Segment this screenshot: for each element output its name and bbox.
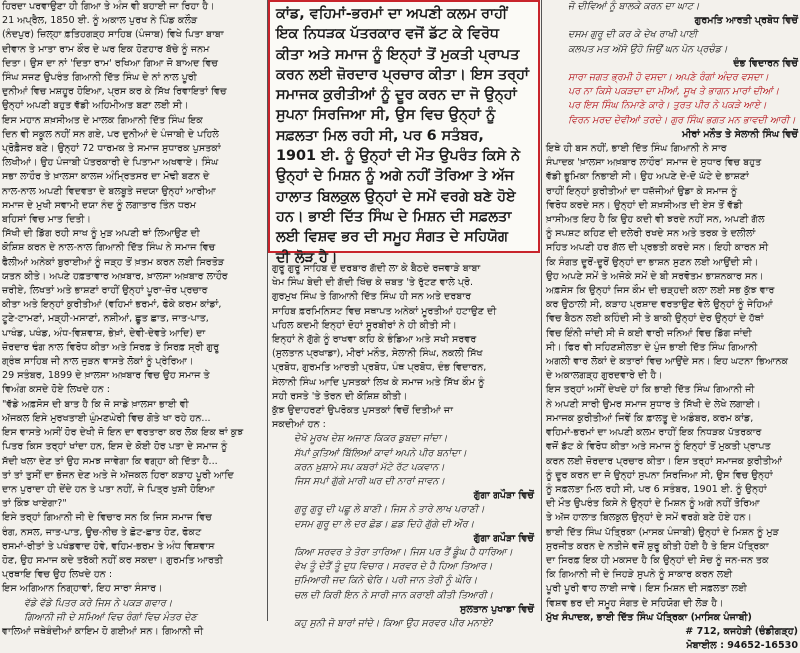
author-mobile: ਮੋਬਾਈਲ : 94652-16530 (686, 640, 798, 652)
text-line: ਪ੍ਰਬੋਧ, ਗੁਰਮਤਿ ਆਰਤੀ ਪ੍ਰਬੋਧ, ਪੰਥ ਪ੍ਰਬੋਧ, ਦੰਭ ਵਿਦਾਰਨ, (272, 362, 487, 374)
text-line: ਸਿੱਖੀ ਦੀ ਡਿੱਗ ਰਹੀ ਸਾਖ ਨੂੰ ਮੁੜ ਅਪਣੀ ਥਾਂ ਲਿਆਉਣ ਦੀ (2, 228, 200, 240)
author-credit: ਮੁੱਖ ਸੰਪਾਦਕ, ਭਾਈ ਦਿੱਤ ਸਿੰਘ ਪੱਤ੍ਰਿਕਾ (ਮਾਸਿਕ ਪੰਜਾਬੀ) (546, 611, 752, 623)
text-line: ਸੁਰਜੀਤ ਕਰਨ ਦੇ ਨਤੀਜੇ ਵਜੋਂ ਸ਼ੁਰੂ ਕੀਤੀ ਹੋਈ ਹੈ ਤੇ ਇਸ ਪੱਤ੍ਰਿਕਾ (546, 540, 769, 552)
text-line: ਨੇ ਅਪਣੀ ਸਾਰੀ ਉਮਰ ਸਮਾਜ ਸੁਧਾਰ ਤੇ ਸਿੱਖੀ ਦੇ ਲੇਖੇ ਲਗਾਈ। (546, 398, 761, 410)
verse-line: ਜੁਮਿਆਰੀ ਜਦ ਕਿਨੇ ਢੇਰਿ। ਪਰੀ ਜਾਨ ਤੇਰੀ ਨੂੰ ਘੇਰਿ। (294, 575, 478, 587)
verse-line: ਦੇਖੋ ਮੂਰਖ ਦੇਸ਼ ਅਜਾਣ ਕਿਕਰ ਡੁਬਦਾ ਜਾਂਦਾ। (294, 433, 448, 445)
text-line: ਗ੍ਰੰਥ ਸਾਹਿਬ ਜੀ ਨਾਲ ਜੁੜਨ ਵਾਸਤੇ ਲੋਕਾਂ ਨੂੰ ਪ੍ਰੇਰਿਆ। (2, 356, 194, 368)
text-line: ਰੰਗ, ਨਸਲ, ਜਾਤ-ਪਾਤ, ਊਚ-ਨੀਚ ਤੇ ਛੋਟ-ਛਾਤ ਹੋਣ, ਫੋਕਟ (2, 526, 202, 538)
text-line: ਜ਼ੋਰਦਾਰ ਢੰਗ ਨਾਲ ਵਿਰੋਧ ਕੀਤਾ ਅਤੇ ਸਿਰਫ਼ ਤੇ ਸਿਰਫ਼ ਸ੍ਰੀ ਗੁਰੂ (2, 341, 220, 353)
text-line: ਉਹ ਅਪਣੇ ਸਮੇਂ ਤੇ ਅਜੋਕੇ ਸਮੇਂ ਦੇ ਬੀ ਸਰਵੋਤਮ ਭਾਸ਼ਨਕਾਰ ਸਨ। (546, 270, 764, 282)
text-line: ਵਹਿਮਾਂ-ਭਰਮਾਂ ਦਾ ਅਪਣੀ ਕਲਮ ਰਾਹੀਂ ਇਕ ਨਿਧੜਕ ਪੱਤਰਕਾਰ (546, 427, 762, 439)
text-line: ਕਿ ਗਿਆਨੀ ਜੀ ਦੇ ਜਿਹੜੇ ਸੁਪਨੇ ਨੂੰ ਸਾਕਾਰ ਕਰਨ ਲਈ (546, 569, 733, 581)
text-line: ਖੇਮ ਸਿੰਘ ਬੇਦੀ ਦੀ ਗੱਦੀ ਖਿੱਚ ਕੇ ਜ਼ਬਤ 'ਤੇ ਰੁੱਟਣ ਵਾਲੇ ਪ੍ਰੋ. (272, 277, 474, 289)
text-line: ਵਿਅੰਗ ਕਸਦੇ ਹੋਏ ਲਿਖਦੇ ਹਨ : (2, 384, 110, 396)
text-line: ਇਸ ਅਗਿਆਨ ਨਿਗ੍ਹਾਵਾਂ, ਇਹ ਸਾਰਾ ਸੰਸਾਰ। (2, 583, 163, 595)
text-line: ਜ਼ਰੀਏ, ਲਿਖਤਾਂ ਅਤੇ ਭਾਸ਼ਣਾਂ ਰਾਹੀਂ ਉਨ੍ਹਾਂ ਪੂਰਾ-ਜ਼ੋਰ ਪ੍ਰਚਾਰ (2, 285, 208, 297)
text-line: ਨੂੰ ਸਫ਼ਲਤਾ ਮਿਲ ਰਹੀ ਸੀ, ਪਰ 6 ਸਤੰਬਰ, 1901 ਈ. ਨੂੰ ਉਨ੍ਹਾਂ (546, 483, 767, 495)
text-line: ਪ੍ਰਥਾਇ ਵਿਚ ਉਹ ਲਿਖਦੇ ਹਨ : (2, 569, 113, 581)
highlight-box (268, 0, 540, 266)
text-line: ਫੈਲੀਆਂ ਅਨੇਕਾਂ ਬੁਰਾਈਆਂ ਨੂੰ ਜੜ੍ਹ ਤੋਂ ਖ਼ਤਮ ਕਰਨ ਲਈ ਸਿਰਤੋੜ (2, 256, 225, 268)
text-line: ਅਗਲੀ ਵਾਰ ਲੋਕਾਂ ਦੇ ਕਤਾਰਾਂ ਵਿਚ ਆਉਂਦੇ ਸਨ। ਇਹ ਘਟਨਾ ਭਿਆਨਕ (546, 356, 789, 368)
highlight-line: ਕੀਤਾ ਅਤੇ ਸਮਾਜ ਨੂੰ ਇਨ੍ਹਾਂ ਤੋਂ ਮੁਕਤੀ ਪ੍ਰਾਪਤ (276, 46, 520, 63)
verse-line: ਪਰ ਨਾ ਕਿਸੇ ਪਕੜਦਾ ਦਾ ਮੀਆਂ, ਸੂਖ ਤੇ ਭਾਗਨ ਮਾਰਾਂ ਦੀਆਂ। (568, 86, 780, 98)
text-line: ਲਿਖੀਆਂ। ਉਹ ਪੰਜਾਬੀ ਪੱਤਰਕਾਰੀ ਦੇ ਪਿਤਾਮਾ ਅਖਵਾਏ। ਸਿੰਘ (2, 157, 219, 169)
text-line: ਕਰਨ ਲਈ ਜ਼ੋਰਦਾਰ ਪ੍ਰਚਾਰ ਕੀਤਾ। ਇਸ ਤਰ੍ਹਾਂ ਸਮਾਜਕ ਕੁਰੀਤੀਆਂ (546, 455, 783, 467)
verse-line: ਸੱਪਾਂ ਕੁਤਿਆਂ ਬਿੱਲਿਆਂ ਕਾਵਾਂ ਅਪਨੇ ਪੀਰ ਬਨਾਂਦਾ। (294, 447, 467, 459)
text-line: ਸਹੀ ਰਸਤੇ 'ਤੇ ਤੋਰਨ ਦੀ ਕੋਸ਼ਿਸ਼ ਕੀਤੀ। (272, 390, 408, 402)
highlight-line: ਦੀ ਲੋੜ ਹੈ। (276, 249, 338, 266)
verse-line: ਵੇਖ ਤੂੰ ਦੇਤੈਂ ਤੂੰ ਦੁਧ ਵਿਚਾਰ। ਸਰਵਰ ਦੇ ਹੈ ਹਿਆ ਤਿਆਰ। (294, 561, 493, 573)
text-line: ਸਕਦੀਆਂ ਹਨ : (272, 419, 326, 431)
author-address: # 712, ਕਜਹੇੜੀ (ਚੰਡੀਗੜ੍ਹ) (685, 625, 798, 637)
text-line: ਪਿਤਰ ਕਿਸ ਤਰ੍ਹਾਂ ਖਾਂਦਾ ਹਨ, ਇਸ ਦੇ ਕੋਈ ਹੋਰ ਪਤਾ ਦੇ ਸਮਾਜ ਨੂੰ (2, 441, 228, 453)
text-line: ਇਸ ਵਾਸਤੇ ਅਸੀਂ ਹੋਰ ਦੇਖੀ ਜੋ ਇਨ ਦਾ ਵਰਤਾਰਾ ਕਰ ਲੋਕ ਇਕ ਥਾਂ ਕੁਝ (2, 427, 244, 439)
verse-line: ਕਰਨ ਖ਼ੁਸ਼ਾਮੇ ਸਪ ਕਬਰਾਂ ਮੱਟੇ ਰੱਟ ਪਕਵਾਨ। (294, 461, 445, 473)
text-line: ਵਜੋਂ ਡੱਟ ਕੇ ਵਿਰੋਧ ਕੀਤਾ ਅਤੇ ਸਮਾਜ ਨੂੰ ਇਨ੍ਹਾਂ ਤੋਂ ਮੁਕਤੀ ਪ੍ਰਾਪਤ (546, 441, 771, 453)
text-line: ਗੁਰਮੁਖ ਸਿੰਘ ਤੇ ਗਿਆਨੀ ਦਿੱਤ ਸਿੰਘ ਹੀ ਸਨ ਅਤੇ ਦਰਬਾਰ (272, 291, 472, 303)
verse-line: ਕਲਪਤ ਮਤ ਅੱਸੋ ਉਹੋ ਜਿਉਂ ਘਨ ਪੋਨ ਪ੍ਰਚੰਡ। (568, 43, 728, 55)
highlight-line: ਕਰਨ ਲਈ ਜ਼ੋਰਦਾਰ ਪ੍ਰਚਾਰ ਕੀਤਾ। ਇਸ ਤਰ੍ਹਾਂ (276, 66, 529, 83)
verse-line: ਵਿਰਨ ਮਰਦ ਦੇਵੀਆਂ ਤਰਦੇ। ਗੁਰ ਸਿੰਘ ਭਗਤ ਮਨ ਭਾਵਦੀ ਆਰੀ। (568, 114, 796, 126)
text-line: ਵੱਡੀ ਭੂਮਿਕਾ ਨਿਭਾਈ ਸੀ। ਉਹ ਅਪਣੇ ਦੇ-ਦੋ ਘੱਟੇ ਦੇ ਭਾਸ਼ਣਾਂ (546, 171, 749, 183)
verse-line: ਜਿਸ ਸਪਾਂ ਗੁੱਗੇ ਮਾਰੀ ਘਰ ਦੀ ਨਾਰਾਂ ਜਾਵਨ। (294, 476, 445, 488)
source-caption: ਗੁੱਗਾ ਗਪੌੜਾ ਵਿਚੋਂ (473, 490, 534, 502)
text-line: ਦੀਵਾਨ ਤੇ ਮਾਤਾ ਰਾਮ ਕੌਰ ਦੇ ਘਰ ਇਕ ਹੋਣਹਾਰ ਬੱਚੇ ਨੂੰ ਜਨਮ (2, 43, 210, 55)
text-line: ਰਸਮਾਂ-ਰੀਤਾਂ ਤੇ ਪਖੰਡਵਾਦ ਹੋਵੇ, ਵਹਿਮ-ਭਰਮ ਤੇ ਅੰਧ ਵਿਸ਼ਵਾਸ (2, 540, 215, 552)
text-line: ਇਸ ਮਹਾਨ ਸ਼ਖ਼ਸੀਅਤ ਦੇ ਮਾਲਕ ਗਿਆਨੀ ਦਿੱਤ ਸਿੰਘ ਇਕ (2, 114, 203, 126)
source-caption: ਦੰਭ ਵਿਦਾਰਨ ਵਿਚੋਂ (733, 57, 798, 69)
highlight-line: 1901 ਈ. ਨੂੰ ਉਨ੍ਹਾਂ ਦੀ ਮੌਤ ਉਪਰੰਤ ਕਿਸੇ ਨੇ (276, 148, 520, 165)
verse-line: ਜੋ ਦੀਵਿਆਂ ਨੂੰ ਬਾਲਕੇ ਕਰਨ ਦਾ ਘਾਟ। (568, 1, 700, 12)
column-divider (541, 0, 542, 621)
text-line: ਸੀ। ਫਿਰ ਵੀ ਸਹਿਣਸ਼ੀਲਤਾ ਦੇ ਪੁੰਜ ਭਾਈ ਦਿੱਤ ਸਿੰਘ ਗਿਆਨੀ (546, 341, 758, 353)
text-line: ਇਸ ਤਰ੍ਹਾਂ ਅਸੀਂ ਦੇਖਦੇ ਹਾਂ ਕਿ ਭਾਈ ਦਿੱਤ ਸਿੰਘ ਗਿਆਨੀ ਜੀ (546, 384, 755, 396)
verse-line: ਗੁਰੂ ਗੁਰੂ ਦੀ ਪਛੂ ਲੇ ਬਾਣੀ। ਜਿਸ ਨੇ ਤਾਰੇ ਲਾਖ ਪਰਾਣੀ। (294, 504, 485, 516)
text-line: ਸੇਲਾਨੀ ਸਿੰਘ ਆਦਿ ਪੁਸਤਕਾਂ ਲਿਖ ਕੇ ਸਮਾਜ ਅਤੇ ਸਿੱਖ ਕੌਮ ਨੂੰ (272, 376, 485, 388)
text-line: ਰਾਹੀਂ ਇਨ੍ਹਾਂ ਕੁਰੀਤੀਆਂ ਦਾ ਧਜ਼ੱਜੀਆਂ ਉਡਾ ਕੇ ਸਮਾਜ ਨੂੰ (546, 185, 738, 197)
text-line: ਵਿਚ ਇੰਨੀ ਜਾਂਦੀ ਸੀ ਜੋ ਕਈ ਵਾਰੀ ਜਨਿਆਂ ਵਿਚ ਡਿੱਗ ਜਾਂਦੀ (546, 327, 752, 339)
text-line: ਅੱਜਕਲ ਇਸੇ ਮੁਰਖਤਾਈ ਘੁੰਮਣਘੇਰੀ ਵਿਚ ਗੋਤੇ ਖਾ ਰਹੇ ਹਨ... (2, 412, 211, 424)
highlight-line: ਕਾਂਡ, ਵਹਿਮਾਂ-ਭਰਮਾਂ ਦਾ ਅਪਣੀ ਕਲਮ ਰਾਹੀਂ (276, 6, 508, 22)
text-line: 21 ਅਪ੍ਰੈਲ, 1850 ਈ. ਨੂੰ ਅਕਾਲ ਪੁਰਖ ਨੇ ਪਿੰਡ ਕਲੌੜ (2, 15, 198, 27)
text-line: (ਨੰਦਪੁਰ) ਜ਼ਿਲ੍ਹਾ ਫ਼ਤਿਹਗੜ੍ਹ ਸਾਹਿਬ (ਪੰਜਾਬ) ਵਿਖੇ ਪਿਤਾ ਬਾਬਾ (2, 29, 224, 41)
verse-line: ਦਸਮ ਗੁਰੂ ਦਾ ਲੇ ਦਰ ਛੋਡ। ਛਡ ਦਿਹੋ ਗੁੱਗੇ ਦੀ ਔਰ। (294, 518, 475, 530)
highlight-line: ਸਮਾਜਕ ਕੁਰੀਤੀਆਂ ਨੂੰ ਦੂਰ ਕਰਨ ਦਾ ਜੋ ਉਨ੍ਹਾਂ (276, 87, 517, 104)
text-line: ਕੁੱਝ ਉਦਾਹਰਣਾਂ ਉਪਰੋਕਤ ਪੁਸਤਕਾਂ ਵਿਚੋਂ ਦਿਤੀਆਂ ਜਾ (272, 405, 453, 417)
highlight-line: ਹਨ। ਭਾਈ ਦਿੱਤ ਸਿੰਘ ਦੇ ਮਿਸ਼ਨ ਦੀ ਸਫ਼ਲਤਾ (276, 208, 512, 225)
source-caption: ਗੁਰਮਤਿ ਆਰਤੀ ਪ੍ਰਬੋਧ ਵਿਚੋਂ (694, 15, 798, 27)
text-line: ਤਾਂ ਕਿੰਝ ਖਾਏਗਾ?" (2, 498, 67, 510)
text-line: ਸੱਦੀ ਖਲਾ ਦੇਣ ਤਾਂ ਉਹ ਸਮਝ ਜਾਵੇਗਾ ਕਿ ਵਗ੍ਹਾ ਕੀ ਦਿੱਤਾ ਹੈ... (2, 455, 218, 467)
verse-line: ਸਾਰਾ ਜਗਤ ਭ੍ਰਮੀ ਹੋ ਵਸਦਾ। ਅਪਣੇ ਰੰਗਾਂ ਅੰਦਰ ਵਸਦਾ। (568, 72, 769, 84)
text-line: ਇਨ੍ਹਾਂ ਨੇ ਗੁੱਗੇ ਨੂੰ ਰਾਖਵਾ ਕਹਿ ਕੇ ਭੰਡਿਆ ਅਤੇ ਸਖੀ ਸਰਵਰ (272, 334, 477, 346)
source-caption: ਗੁੱਗਾ ਗਪੌੜਾ ਵਿਚੋਂ (473, 532, 534, 544)
article-column-left (2, 0, 264, 637)
highlight-line: ਲਈ ਵਿਸ਼ਵ ਭਰ ਦੀ ਸਮੂਹ ਸੰਗਤ ਦੇ ਸਹਿਯੋਗ (276, 229, 508, 246)
text-line: ਵਿਚ ਬੈਠਨ ਲਈ ਕਹਿੰਦੀ ਸੀ ਤੇ ਬਾਕੀ ਉਨ੍ਹਾਂ ਦੇਰ ਉਨ੍ਹਾਂ ਦੇ ਹੱਥਾਂ (546, 313, 764, 325)
text-line: ਉਨ੍ਹਾਂ ਅਪਣੀ ਬਹੁਤ ਵੱਡੀ ਅਹਿਮੀਅਤ ਬਣਾ ਲਈ ਸੀ। (2, 100, 189, 112)
text-line: ਤੇ ਅੱਜ ਹਾਲਾਤ ਬਿਲਕੁਲ ਉਨ੍ਹਾਂ ਦੇ ਸਮੇਂ ਵਰਗੇ ਬਣੇ ਹੋਏ ਹਨ। (546, 512, 752, 524)
article-column-right (546, 0, 798, 652)
highlight-line: ਸਫ਼ਲਤਾ ਮਿਲ ਰਹੀ ਸੀ, ਪਰ 6 ਸਤੰਬਰ, (276, 127, 484, 144)
source-caption: ਮੀਰਾਂ ਮਨੌਤ ਤੇ ਸੇਲਾਨੀ ਸਿੰਘ ਵਿਚੋਂ (682, 128, 798, 140)
verse-line: ਦਸਮ ਗੁਰੂ ਦੀ ਕਰ ਕੇ ਦੇਖ ਰਾਖੀ ਪਾਈ (568, 29, 698, 41)
text-line: ਨਾਲ-ਨਾਲ ਅਪਣੀ ਵਿਦਵਤਾ ਦੇ ਬਲਬੂਤੇ ਜਦਯਾ ਉਨ੍ਹਾਂ ਆਰੀਆ (2, 185, 216, 197)
text-line: ਦਾਨ ਪੁਰਾਦਾ ਹੀ ਦੇਂਦੇ ਹਨ ਤੇ ਪਤਾ ਨਹੀਂ, ਜੇ ਪਿਤ੍ਰ ਖੁਸ਼ੀ ਹੋਇਆ (2, 483, 215, 495)
text-line: ਇਥੇ ਹੀ ਬਸ ਨਹੀਂ, ਭਾਈ ਦਿੱਤ ਸਿੰਘ ਗਿਆਨੀ ਨੇ ਸਾਰ (546, 143, 727, 155)
text-line: ਸਮਾਜਕ ਕੁਰੀਤੀਆਂ ਜਿਵੇਂ ਕਿ ਫ਼ਾਲਤੂ ਦੇ ਅਡੰਬਰ, ਕਰਮ ਕਾਂਡ, (546, 412, 754, 424)
text-line: "ਵੱਡੇ ਅਫ਼ਸੋਸ ਦੀ ਬਾਤ ਹੈ ਕਿ ਜੋ ਸਾਡੇ ਖ਼ਾਲਸਾ ਭਾਈ ਵੀ (2, 398, 189, 410)
text-line: ਸੰਪਾਦਕ 'ਖ਼ਾਲਸਾ ਅਖ਼ਬਾਰ ਲਾਹੌਰ' ਸਮਾਜ ਦੇ ਸੁਧਾਰ ਵਿਚ ਬਹੁਤ (546, 157, 762, 169)
text-line: ਸਭਾ ਲਾਹੌਰ ਤੇ ਖ਼ਾਲਸਾ ਕਾਲਜ ਅੰਮ੍ਰਿਤਸਰ ਦਾ ਮੋਢੀ ਬਣਨ ਦੇ (2, 171, 210, 183)
verse-line: ਕਹੁ ਸੁਨੀ ਜੋ ਬਾਰਾਂ ਜਾਂਦੇ। ਕਿਆ ਉਹ ਸਰਵਰ ਪੀਰ ਮਨਾਏ? (294, 618, 494, 630)
text-line: ਵਿਸ਼ਵ ਭਰ ਦੀ ਸਮੂਹ ਸੰਗਤ ਦੇ ਸਹਿਯੋਗ ਦੀ ਲੋੜ ਹੈ। (546, 597, 724, 609)
text-line: 29 ਸਤੰਬਰ, 1899 ਦੇ ਖ਼ਾਲਸਾ ਅਖ਼ਬਾਰ ਵਿਚ ਉਹ ਸਮਾਜ ਤੇ (2, 370, 210, 382)
text-line: ਪਾਖੰਡ, ਪਖੰਡ, ਅੰਧ-ਵਿਸ਼ਵਾਸ਼, ਭੇਖ਼ਾਂ, ਦੇਵੀ-ਦੇਵਤੇ ਆਦਿ) ਦਾ (2, 327, 206, 339)
source-caption: ਸੁਲਤਾਨ ਪੁਖਾਡਾ ਵਿਚੋਂ (460, 603, 534, 615)
text-line: ਕੋਸ਼ਿਸ਼ ਕਰਨ ਦੇ ਨਾਲ-ਨਾਲ ਗਿਆਨੀ ਦਿੱਤ ਸਿੰਘ ਨੇ ਸਮਾਜ ਵਿਚ (2, 242, 216, 254)
text-line: ਨੂੰ ਸਪਸ਼ਟ ਕਹਿਣ ਦੀ ਦਲੇਰੀ ਰਖਦੇ ਸਨ ਅਤੇ ਤਰਕ ਤੇ ਦਲੀਲਾਂ (546, 228, 756, 240)
text-line: ਕਰ ਉਠਾਲੀ ਸੀ, ਕੜਾਹ ਪ੍ਰਸ਼ਾਦ ਵਰਤਾਉਣ ਵੇਲੇ ਉਨ੍ਹਾਂ ਨੂੰ ਜੇਹਿਆਂ (546, 299, 773, 311)
verse-line: ਗਿਆਨੀ ਜੀ ਦੇ ਸਮਿਆਂ ਵਿਚ ਰੰਗਾਂ ਵਿਚ ਮੰਤਰ ਦੇਣ (24, 611, 197, 623)
text-line: ਸਾਹਿਬ ਫ਼ਰਮਿਨਿਸਟ ਵਿਚ ਸਥਾਪਤ ਅਨੇਕਾਂ ਮੂਰਤੀਆਂ ਹਟਾਉਣ ਦੀ (272, 305, 497, 317)
text-line: ਸਿੰਘ ਸਜਣ ਉਪਰੰਤ ਗਿਆਨੀ ਦਿੱਤ ਸਿੰਘ ਦੇ ਨਾਂ ਨਾਲ ਪੂਰੀ (2, 72, 197, 84)
text-line: ਬਹਿਸਾਂ ਵਿਚ ਮਾਤ ਦਿਤੀ। (2, 214, 91, 226)
text-line: ਦਿਤਾ। ਉਸ ਦਾ ਨਾਂ 'ਦਿਤਾ ਰਾਮ' ਰਖਿਆ ਗਿਆ ਜੋ ਬਾਅਦ ਵਿਚ (2, 57, 218, 69)
verse-line: ਵੱਡੇ ਵੱਡੇ ਪਿਤਰ ਕਰੇ ਜਿਸ ਨੇ ਪਕੜ ਗਵਾਰ। (24, 597, 173, 609)
text-line: ਦੁਨੀਆਂ ਵਿਚ ਮਸ਼ਹੂਰ ਹੋਇਆ, ਪ੍ਰਸ ਕਰ ਕੇ ਸਿੱਖ ਰਿਵਾਇਤਾਂ ਵਿਚ (2, 86, 227, 98)
text-line: ਅਫ਼ਸੋਸ ਕਿ ਉਨ੍ਹਾਂ ਜਿਸ ਕੌਮ ਦੀ ਚੜ੍ਹਦੀ ਕਲਾ ਲਈ ਸਭ ਕੁੱਝ ਵਾਰ (546, 285, 775, 297)
text-line: ਵਾਲਿਆਂ ਜਥੇਬੰਦੀਆਂ ਕਾਇਮ ਹੋ ਗਈਆਂ ਸਨ। ਗਿਆਨੀ ਜੀ (2, 625, 204, 637)
text-line: ਦੀ ਮੌਤ ਉਪਰੰਤ ਕਿਸੇ ਨੇ ਉਨ੍ਹਾਂ ਦੇ ਮਿਸ਼ਨ ਨੂੰ ਅਗੇ ਨਹੀਂ ਤੋਰਿਆ (546, 498, 760, 510)
text-line: ਸਹਿਤ ਅਪਣੀ ਹਰ ਗੱਲ ਦੀ ਪ੍ਰਭਤੀ ਕਰਦੇ ਸਨ। ਇਹੀ ਕਾਰਨ ਸੀ (546, 242, 769, 254)
text-line: ਤਾਂ ਤਾਂ ਤੁਸੀਂ ਦਾ ਭੋਜਨ ਦੇਣ ਅਤੇ ਜੇ ਅੱਜਕਲ ਹਿਰਾ ਕੜਾਹ ਪੂਰੀ ਆਦਿ (2, 469, 234, 481)
text-line: ਦਾ ਸਿਰਫ਼ ਇਕ ਹੀ ਮਕਸਦ ਹੈ ਕਿ ਉਨ੍ਹਾਂ ਦੀ ਸੋਚ ਨੂੰ ਜਨ-ਜਨ ਤਕ (546, 554, 769, 566)
highlight-line: ਉਨ੍ਹਾਂ ਦੇ ਮਿਸ਼ਨ ਨੂੰ ਅਗੇ ਨਹੀਂ ਤੋਰਿਆ ਤੇ ਅੱਜ (276, 168, 514, 185)
text-line: ਖ਼ਾਸੀਅਤ ਇਹ ਹੈ ਕਿ ਉਹ ਕਦੀ ਵੀ ਝਰਦੇ ਨਹੀਂ ਸਨ, ਅਪਣੀ ਗੱਲ (546, 214, 765, 226)
text-line: ਹਿਰਦਾ ਪਰਵਾਉਣਾ ਹੀ ਗਿਆ ਤੇ ਅੰਸ ਵੀ ਬਹਾਈ ਜਾ ਰਿਹਾ ਹੈ। (2, 1, 215, 12)
text-line: ਦੇ ਅਕਾਲਗੜ੍ਹ ਗੁਰਦਵਾਰੇ ਦੀ ਹੈ। (546, 370, 663, 382)
text-line: ਇਸੇ ਤਰ੍ਹਾਂ ਗਿਆਨੀ ਜੀ ਦੇ ਵਿਚਾਰ ਸਨ ਕਿ ਜਿਸ ਸਮਾਜ ਵਿਚ (2, 512, 212, 524)
verse-line: ਕਿਆ ਸਰਵਰ ਤੇ ਤੋਰਾ ਤਾਰਿਆ। ਜਿਸ ਪਰ ਤੈਂ ਡੂੰਘ ਹੈ ਧਾਰਿਆ। (294, 547, 513, 559)
text-line: ਗੁਰੂ ਗੁਰੂ ਸਾਹਿਬ ਦੇ ਦਰਬਾਰ ਗੱਦੀ ਲਾ ਕੇ ਬੈਠਦੇ ਰਜਵਾੜੇ ਬਾਬਾ (272, 263, 481, 274)
text-line: ਨੂੰ ਦੂਰ ਕਰਨ ਦਾ ਜੋ ਉਨ੍ਹਾਂ ਸੁਪਨਾ ਸਿਰਜਿਆ ਸੀ, ਉਸ ਵਿਚ ਉਨ੍ਹਾਂ (546, 469, 773, 481)
highlight-line: ਹਾਲਾਤ ਬਿਲਕੁਲ ਉਨ੍ਹਾਂ ਦੇ ਸਮੇਂ ਵਰਗੇ ਬਣੇ ਹੋਏ (276, 188, 516, 205)
highlight-line: ਸੁਪਨਾ ਸਿਰਜਿਆ ਸੀ, ਉਸ ਵਿਚ ਉਨ੍ਹਾਂ ਨੂੰ (276, 107, 496, 124)
text-line: ਪ੍ਰੋਫ਼ੈਸਰ ਬਣੇ। ਉਨ੍ਹਾਂ 72 ਧਾਰਮਕ ਤੇ ਸਮਾਜ ਸੁਧਾਰਕ ਪੁਸਤਕਾਂ (2, 143, 221, 155)
text-line: ਪੂਰੀ ਪੂਰੀ ਵਾਹ ਲਾਈ ਜਾਵੇ। ਇਸ ਮਿਸ਼ਨ ਦੀ ਸਫ਼ਲਤਾ ਲਈ (546, 583, 747, 595)
text-line: ਹੋਣ, ਉਹ ਸਮਾਜ ਕਦੇ ਤਰੱਕੀ ਨਹੀਂ ਕਰ ਸਕਦਾ। ਗੁਰਮਤਿ ਆਰਤੀ (2, 554, 223, 566)
text-line: ਸਮਾਜ ਦੇ ਮੁਖੀ ਸਵਾਮੀ ਦਯਾ ਨੰਦ ਨੂੰ ਲਗਾਤਾਰ ਤਿੰਨ ਧਰਮ (2, 199, 197, 211)
text-line: (ਸੁਲਤਾਨ ਪ੍ਰਖਾਡਾ), ਮੀਰਾਂ ਮਨੌਤ, ਸੇਲਾਨੀ ਸਿੰਘ, ਨਕਲੀ ਸਿੱਖ (272, 348, 483, 360)
text-line: ਯਤਨ ਕੀਤੇ। ਅਪਣੇ ਹਫ਼ਤਾਵਾਰ ਅਖ਼ਬਾਰ, ਖ਼ਾਲਸਾ ਅਖ਼ਬਾਰ ਲਾਹੌਰ (2, 270, 228, 282)
text-line: ਟੂਣੇ-ਟਾਮਣਾਂ, ਮੜ੍ਹੀ-ਮਸਾਣਾਂ, ਨਸ਼ੀਆਂ, ਛੂਤ ਛਾਤ, ਜਾਤ-ਪਾਤ, (2, 313, 209, 325)
text-line: ਪਹਿਲ ਕਦਮੀ ਇਨ੍ਹਾਂ ਦੋਹਾਂ ਸੂਰਬੀਰਾਂ ਨੇ ਹੀ ਕੀਤੀ ਸੀ। (272, 319, 457, 331)
article-column-middle (272, 262, 534, 630)
text-line: ਕਿ ਸੰਗਤ ਦੂਰੋਂ-ਦੂਰੋਂ ਉਨ੍ਹਾਂ ਦਾ ਭਾਸ਼ਨ ਸੁਣਨ ਲਈ ਆਉਂਦੀ ਸੀ। (546, 256, 759, 268)
text-line: ਕੀਤਾ ਅਤੇ ਇਨ੍ਹਾਂ ਕੁਰੀਤੀਆਂ (ਵਹਿਮਾਂ ਭਰਮਾਂ, ਫੋਕੇ ਕਰਮ ਕਾਂਡਾਂ, (2, 299, 222, 311)
text-line: ਦਿਨ ਵੀ ਸਕੂਲ ਨਹੀਂ ਸਨ ਗਏ, ਪਰ ਦੁਨੀਆਂ ਦੇ ਪੰਜਾਬੀ ਦੇ ਪਹਿਲੇ (2, 128, 219, 140)
verse-line: ਚਲ ਦੀ ਕਿਰੀ ਇਨ ਨੇ ਸਾਰੀ ਜਾਨ ਕਰਾਈ ਕੀਤੀ ਤਿਆਰੀ। (294, 589, 493, 601)
text-line: ਭਾਈ ਦਿੱਤ ਸਿੰਘ ਪੱਤ੍ਰਿਕਾ (ਮਾਸਕ ਪੰਜਾਬੀ) ਉਨ੍ਹਾਂ ਦੇ ਮਿਸ਼ਨ ਨੂੰ ਮੁੜ (546, 526, 779, 538)
highlight-line: ਇਕ ਨਿਧੜਕ ਪੱਤਰਕਾਰ ਵਜੋਂ ਡੱਟ ਕੇ ਵਿਰੋਧ (276, 26, 499, 43)
verse-line: ਪਰ ਇਸ ਸਿੰਘ ਨਿਮਾਣੇ ਕਾਰੇ। ਤੁਰਤ ਪੀਰ ਨੇ ਪਕੜੇ ਆਏ। (568, 100, 767, 112)
text-line: ਵਿਰੋਧ ਕਰਦੇ ਸਨ। ਉਨ੍ਹਾਂ ਦੀ ਸ਼ਖ਼ਸੀਅਤ ਦੀ ਏਸ ਤੋਂ ਵੱਡੀ (546, 199, 743, 211)
